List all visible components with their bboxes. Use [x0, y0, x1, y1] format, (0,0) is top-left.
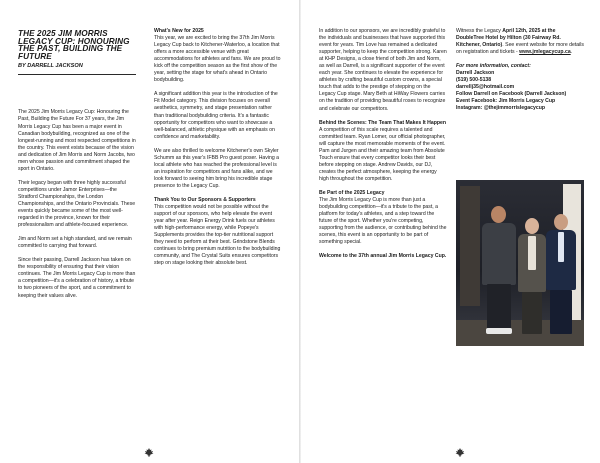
maple-leaf-icon-svg	[144, 448, 154, 457]
maple-leaf-icon	[455, 448, 465, 457]
article-byline: BY DARRELL JACKSON	[18, 63, 83, 70]
event-date-venue: April 12th, 2025 at the DoubleTree Hotel by Hilton (30 Fairway Rd. Kitchener, Ontario)	[456, 28, 561, 49]
body-paragraph: We are also thrilled to welcome Kitchener's own Skyler Schumm as this year's IFBB Pro guest poser. Having a local athlete who has reached the professional level is an inspiration for competitors and fans alike, and we look forward to seeing him bring his incredible stage presence to the Legacy Cup.	[154, 147, 279, 189]
section-heading: What's New for 2025	[154, 28, 204, 34]
maple-leaf-icon-svg	[455, 448, 465, 457]
column-3	[319, 28, 447, 267]
event-website-link[interactable]: www.jmlegacycup.ca	[519, 49, 571, 56]
contact-phone: (519) 500-5138	[456, 77, 492, 84]
sentence-end: .	[570, 49, 573, 56]
column-1	[18, 30, 136, 307]
body-paragraph: This year, we are excited to bring the 37th Jim Morris Legacy Cup back to Kitchener-Waterloo, a location that offers a more accessible venue with great accommodations for athletes and fans. We are proud to kick off the competition season as the first show of the year, setting the stage for what's ahead in Ontario bodybuilding.	[154, 35, 281, 84]
page-gutter	[299, 0, 301, 463]
body-paragraph: Since their passing, Darrell Jackson has taken on the responsibility of ensuring that their vision continues. The Jim Morris Legacy Cup is more than a competition—it's a celebration of history, a tribute to two pioneers of the sport, and a commitment to keeping their values alive.	[18, 257, 136, 299]
photo-person-right	[546, 214, 576, 336]
photo-banner-left	[460, 186, 480, 306]
body-paragraph: This competition would not be possible without the support of our sponsors, who help elevate the event year after year. Reign Energy Drink fuels our athletes with high-performance energy, while Popeye's Supplements provides the top-tier nutritional support they need to perform at their best. Grindstone Blends continues to bring premium nutrition to the bodybuilding community, and The Crystal Suits ensures competitors step on stage looking their absolute best.	[154, 204, 281, 267]
body-paragraph: The 2025 Jim Morris Legacy Cup: Honouring the Past, Building the Future For 37 years, the Jim Morris Legacy Cup has been a major event in Canadian bodybuilding, recognized as one of the longest-running and most respected competitions in the country. This event exists because of the vision and dedication of Jim Morris and Norm Jacobs, two men whose passion and commitment shaped the sport in Ontario.	[18, 109, 136, 172]
body-paragraph: In addition to our sponsors, we are incredibly grateful to the individuals and businesses that have supported this event for years. Tim Love has remained a dedicated supporter, helping to keep the competition strong. Karen at KHP Designs, a close friend of both Jim and Norm, as well as Darrell, is a significant supporter of the event each year. She continues to elevate the experience for athletes by crafting beautiful custom crowns, a special touch that adds to the prestige of stepping on the Legacy Cup stage. Mary Beth at HiWay Flowers carries on the tradition of providing beautiful roses to recognize and celebrate our competitors.	[319, 28, 447, 112]
maple-leaf-icon	[144, 448, 154, 457]
body-paragraph: A competition of this scale requires a talented and committed team. Ryan Lomer, our official photographer, will capture the most memorable moments of the event. Pam and Jurgen and their amazing team from Absolute Touch ensure that every competitor looks their best before stepping on stage. Andrew Davids, our DJ, creates the perfect atmosphere, keeping the energy high throughout the competition.	[319, 126, 446, 182]
event-facebook: Event Facebook: Jim Morris Legacy Cup	[456, 98, 556, 105]
column-4	[456, 28, 584, 113]
witness-intro: Witness the Legacy	[456, 28, 503, 34]
closing-line: Welcome to the 37th annual Jim Morris Legacy Cup.	[319, 253, 447, 260]
contact-email[interactable]: darrellj35@hotmail.com	[456, 84, 515, 91]
contact-facebook: Follow Darrell on Facebook (Darrell Jackson)	[456, 91, 567, 98]
body-paragraph: Their legacy began with three highly successful competitions under Jamor Enterprises—the Stratford Championships, the London Championships, and the Ontario Provincials. These events quickly became some of the most well-regarded in the province, known for their professionalism and athlete-focused experience.	[18, 179, 136, 229]
event-photo	[456, 180, 584, 346]
event-details	[456, 28, 584, 56]
contact-heading: For more information, contact:	[456, 63, 531, 70]
witness-more: . See event website for more details on registration and tickets -	[456, 42, 585, 56]
contact-block	[456, 63, 584, 112]
photo-person-center	[518, 218, 546, 336]
section-heading: Be Part of the 2025 Legacy	[319, 189, 385, 196]
body-paragraph: Jim and Norm set a high standard, and we remain committed to carrying that forward.	[18, 236, 132, 250]
section-heading: Thank You to Our Sponsors & Supporters	[154, 196, 256, 203]
contact-name: Darrell Jackson	[456, 70, 495, 77]
body-paragraph: A significant addition this year is the introduction of the Fit Model category. This division focuses on overall aesthetics, symmetry, and stage presentation rather than traditional bodybuilding criteria. It's a fantastic opportunity for competitors who want to showcase a well-balanced, athletic physique with an emphasis on confidence and marketability.	[154, 91, 278, 140]
body-paragraph: The Jim Morris Legacy Cup is more than just a bodybuilding competition—it's a tribute to the past, a platform for today's athletes, and a step toward the future of the sport. Whether you're competing, supporting from the audience, or contributing behind the scenes, this event is an opportunity to be part of something special.	[319, 197, 447, 246]
event-instagram: Instagram: @thejimmorrislegacycup	[456, 105, 546, 112]
photo-person-left	[482, 206, 516, 336]
title-divider	[18, 74, 136, 75]
section-heading: Behind the Scenes: The Team That Makes It Happen	[319, 119, 447, 126]
column-2	[154, 28, 282, 274]
article-title: THE 2025 JIM MORRIS LEGACY CUP: HONOURING THE PAST, BUILDING THE FUTURE	[18, 29, 130, 61]
